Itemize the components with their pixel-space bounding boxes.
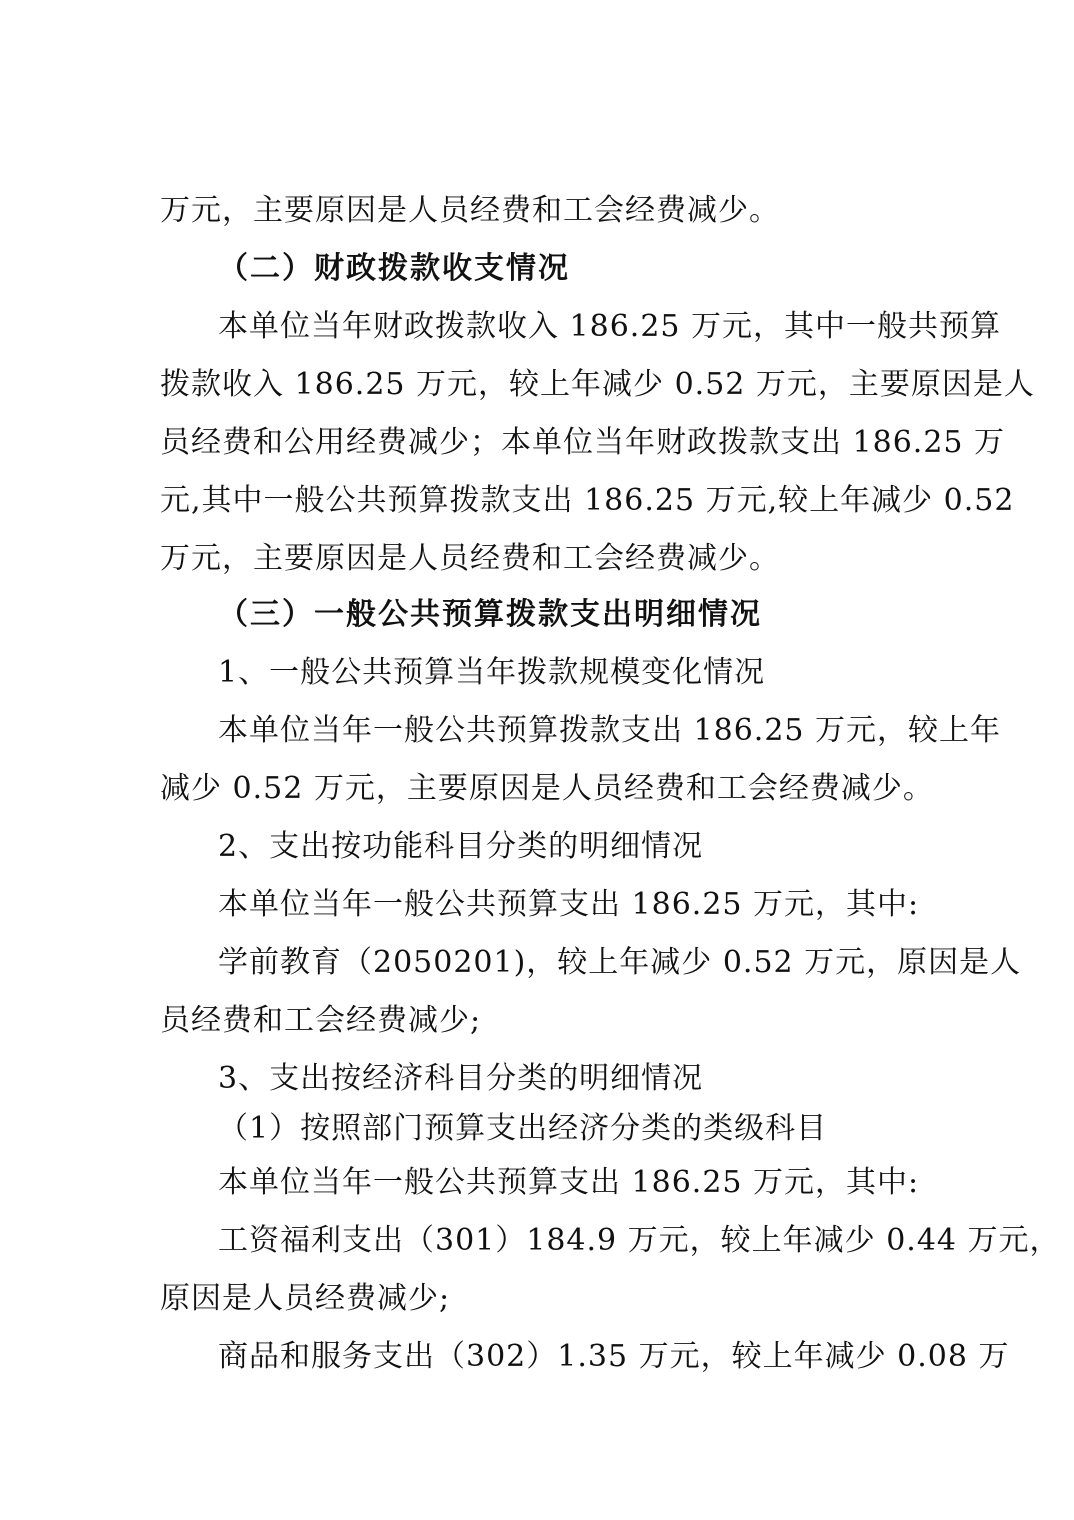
text-line-6: 元,其中一般公共预算拨款支出 186.25 万元,较上年减少 0.52 <box>160 483 1015 518</box>
text-line-7: 万元，主要原因是人员经费和工会经费减少。 <box>160 541 780 576</box>
text-line-5: 员经费和公用经费减少；本单位当年财政拨款支出 186.25 万 <box>160 425 1006 460</box>
subheading-3: 3、支出按经济科目分类的明细情况 <box>218 1061 704 1096</box>
text-line-11: 减少 0.52 万元，主要原因是人员经费和工会经费减少。 <box>160 771 934 806</box>
subheading-3-1: （1）按照部门预算支出经济分类的类级科目 <box>218 1111 828 1146</box>
text-line-1: 万元，主要原因是人员经费和工会经费减少。 <box>160 193 780 228</box>
text-line-21: 商品和服务支出（302）1.35 万元，较上年减少 0.08 万 <box>218 1339 1010 1374</box>
subheading-2: 2、支出按功能科目分类的明细情况 <box>218 829 704 864</box>
text-line-3: 本单位当年财政拨款收入 186.25 万元，其中一般共预算 <box>218 309 1002 344</box>
text-line-13: 本单位当年一般公共预算支出 186.25 万元，其中: <box>218 887 920 922</box>
text-line-18: 本单位当年一般公共预算支出 186.25 万元，其中: <box>218 1165 920 1200</box>
text-line-4: 拨款收入 186.25 万元，较上年减少 0.52 万元，主要原因是人 <box>160 367 1035 402</box>
subheading-1: 1、一般公共预算当年拨款规模变化情况 <box>218 655 766 690</box>
text-line-15: 员经费和工会经费减少; <box>160 1003 482 1038</box>
text-line-10: 本单位当年一般公共预算拨款支出 186.25 万元，较上年 <box>218 713 1002 748</box>
text-line-14: 学前教育（2050201)，较上年减少 0.52 万元，原因是人 <box>218 945 1022 980</box>
text-line-19: 工资福利支出（301）184.9 万元，较上年减少 0.44 万元， <box>218 1223 1061 1258</box>
section-heading-3: （三）一般公共预算拨款支出明细情况 <box>218 597 762 632</box>
section-heading-2: （二）财政拨款收支情况 <box>218 251 570 286</box>
text-line-20: 原因是人员经费减少; <box>160 1281 451 1316</box>
